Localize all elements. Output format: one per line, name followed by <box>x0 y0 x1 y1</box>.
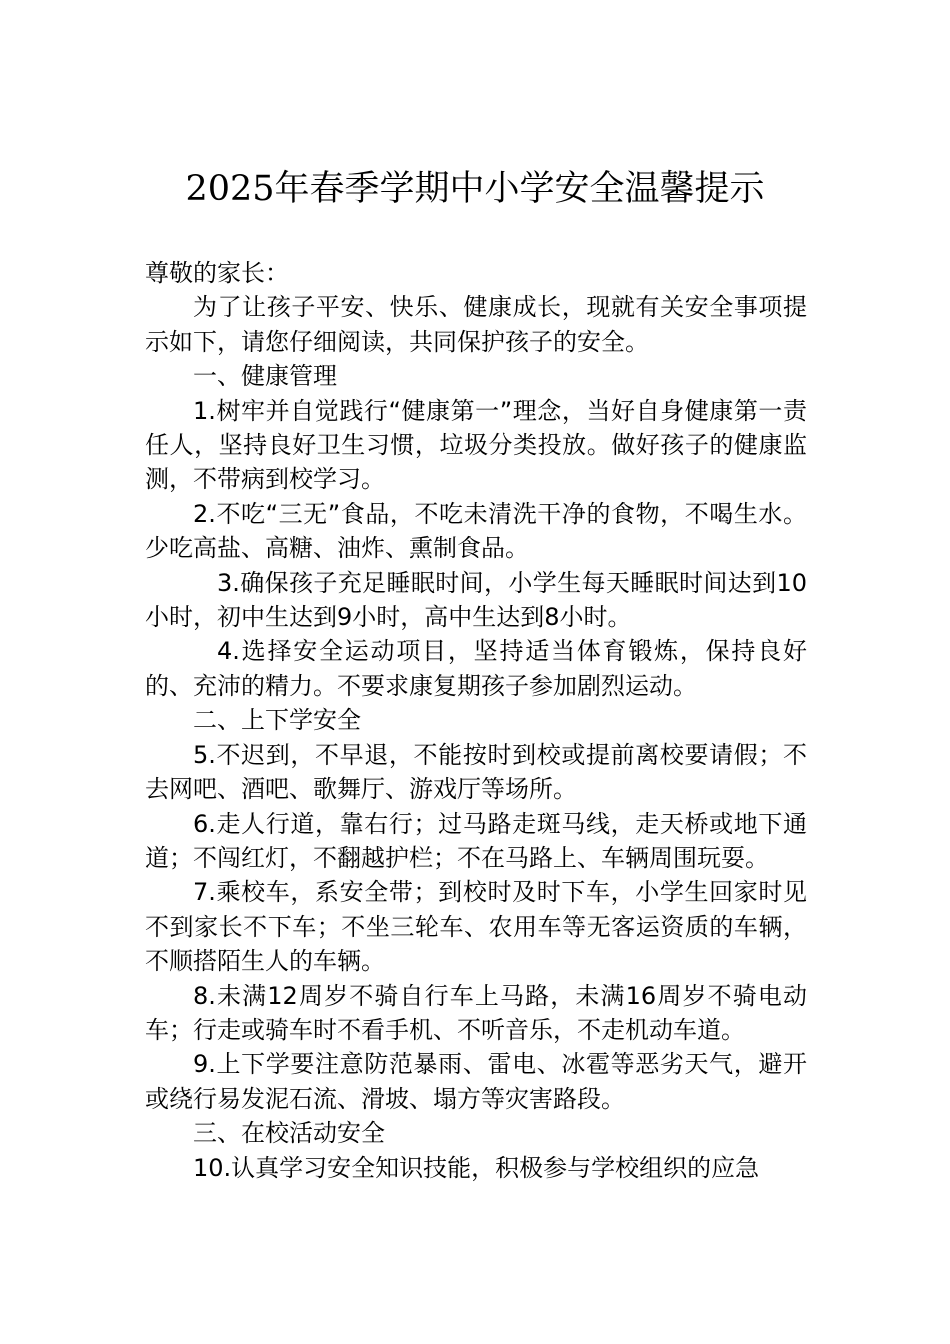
list-item: 5.不迟到，不早退，不能按时到校或提前离校要请假；不去网吧、酒吧、歌舞厅、游戏厅等场所。 <box>145 740 807 804</box>
section-heading: 三、在校活动安全 <box>193 1119 385 1148</box>
document-title: 2025年春季学期中小学安全温馨提示 <box>185 169 765 209</box>
list-item: 9.上下学要注意防范暴雨、雷电、冰雹等恶劣天气，避开或绕行易发泥石流、滑坡、塌方等灾害路段。 <box>145 1050 807 1113</box>
list-item: 8.未满12周岁不骑自行车上马路，未满16周岁不骑电动车；行走或骑车时不看手机、不听音乐，不走机动车道。 <box>145 981 807 1044</box>
document-body <box>145 256 807 1185</box>
list-item: 2.不吃“三无”食品，不吃未清洗干净的食物，不喝生水。少吃高盐、高糖、油炸、熏制食品。 <box>145 499 807 563</box>
list-item: 10.认真学习安全知识技能，积极参与学校组织的应急 <box>193 1153 760 1182</box>
list-item: 7.乘校车，系安全带；到校时及时下车，小学生回家时见不到家长不下车；不坐三轮车、农用车等无客运资质的车辆，不顺搭陌生人的车辆。 <box>145 878 807 976</box>
list-item: 3.确保孩子充足睡眠时间，小学生每天睡眠时间达到10小时，初中生达到9小时，高中生达到8小时。 <box>145 568 807 632</box>
salutation: 尊敬的家长： <box>145 259 289 287</box>
intro-paragraph: 为了让孩子平安、快乐、健康成长，现就有关安全事项提示如下，请您仔细阅读，共同保护孩子的安全。 <box>145 293 807 356</box>
section-heading: 二、上下学安全 <box>193 706 361 735</box>
section-heading: 一、健康管理 <box>193 362 337 391</box>
list-item: 1.树牢并自觉践行“健康第一”理念，当好自身健康第一责任人，坚持良好卫生习惯，垃圾分类投放。做好孩子的健康监测，不带病到校学习。 <box>145 396 807 494</box>
list-item: 4.选择安全运动项目，坚持适当体育锻炼，保持良好的、充沛的精力。不要求康复期孩子参加剧烈运动。 <box>145 637 807 700</box>
list-item: 6.走人行道，靠右行；过马路走斑马线，走天桥或地下通道；不闯红灯，不翻越护栏；不在马路上、车辆周围玩耍。 <box>145 809 807 872</box>
